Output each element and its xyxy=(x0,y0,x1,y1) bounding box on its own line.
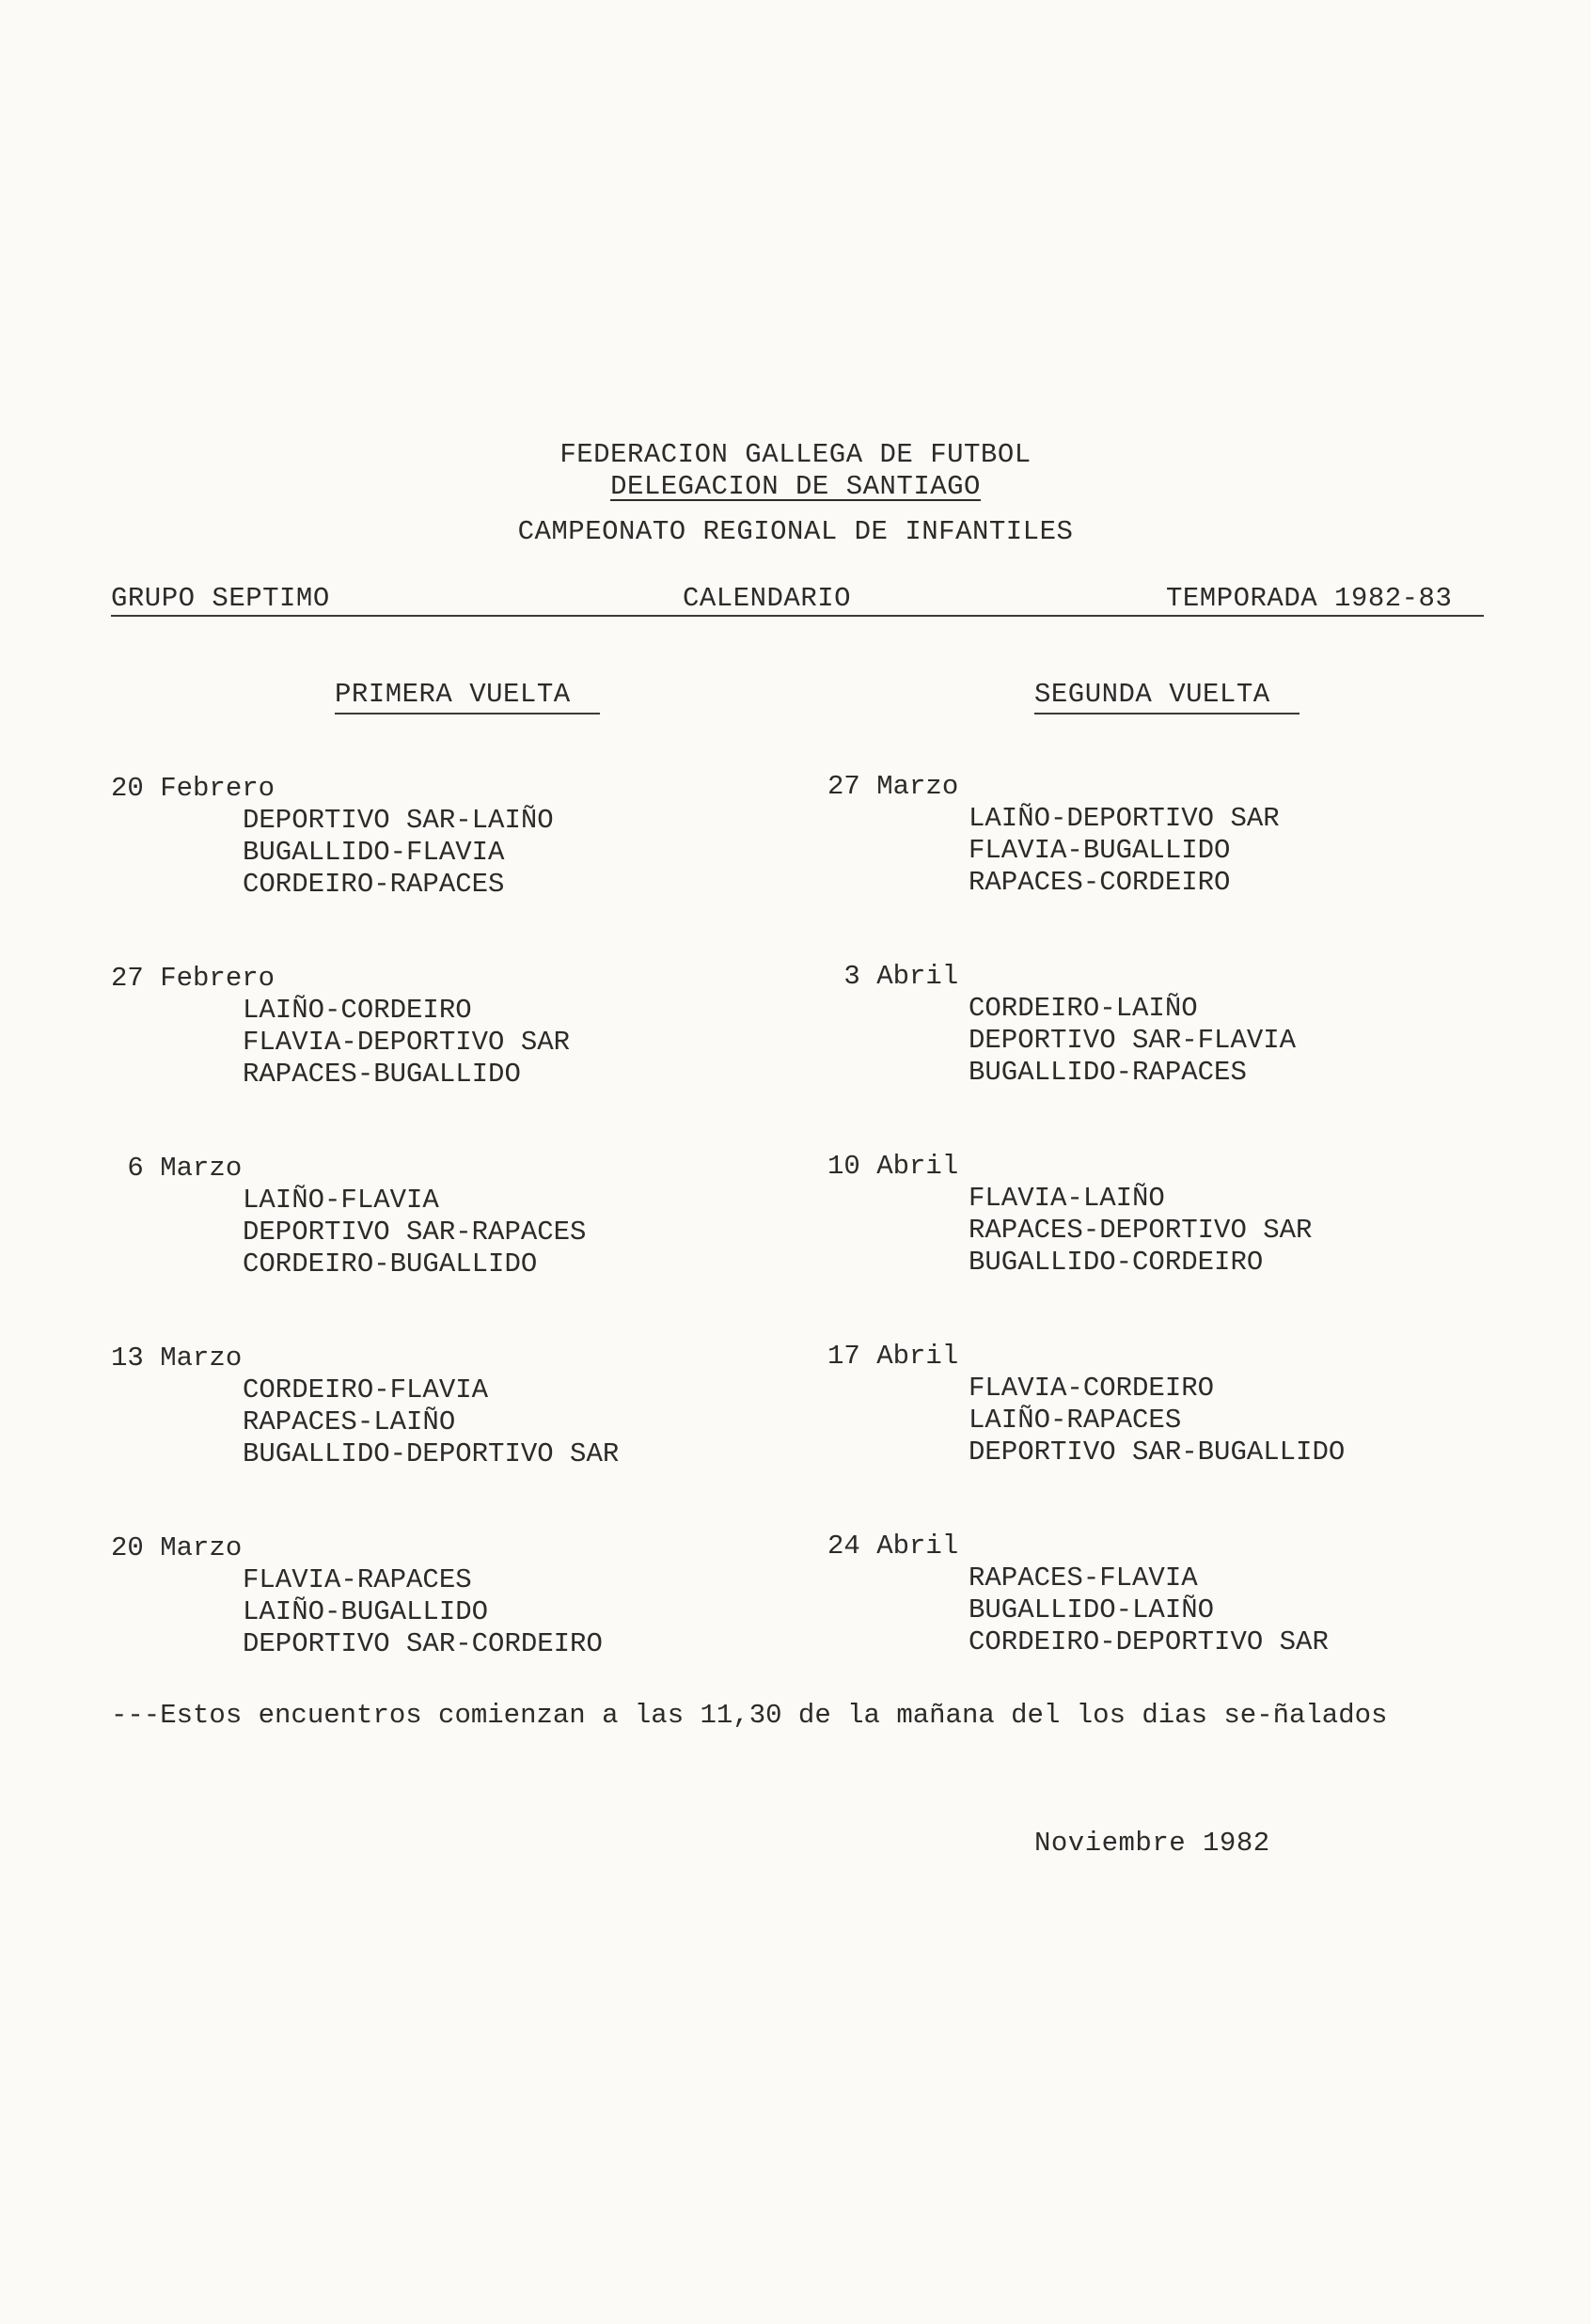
match-date: 13 Marzo xyxy=(111,1343,243,1374)
group-label: GRUPO SEPTIMO xyxy=(111,583,330,614)
second-round-block xyxy=(827,1531,1329,1658)
match: CORDEIRO-DEPORTIVO SAR xyxy=(969,1626,1329,1657)
first-round-underline xyxy=(335,713,600,714)
second-round-block xyxy=(827,1151,1312,1279)
match-date: 20 Marzo xyxy=(111,1532,243,1563)
match: RAPACES-CORDEIRO xyxy=(969,867,1231,898)
second-round-block xyxy=(827,961,1296,1089)
match: BUGALLIDO-CORDEIRO xyxy=(969,1247,1264,1278)
first-round-block xyxy=(111,1153,586,1280)
match-date: 10 Abril xyxy=(827,1151,959,1182)
match-date: 27 Febrero xyxy=(111,963,276,994)
match: FLAVIA-CORDEIRO xyxy=(969,1373,1215,1404)
schedule-note: ---Estos encuentros comienzan a las 11,30 de la mañana del los dias se-ñalados xyxy=(111,1700,1388,1731)
match: LAIÑO-RAPACES xyxy=(969,1405,1182,1436)
calendar-label: CALENDARIO xyxy=(683,583,852,614)
match: CORDEIRO-RAPACES xyxy=(243,869,505,900)
match: LAIÑO-BUGALLIDO xyxy=(243,1596,489,1627)
first-round-block xyxy=(111,963,570,1091)
match: DEPORTIVO SAR-RAPACES xyxy=(243,1217,587,1248)
second-round-heading: SEGUNDA VUELTA xyxy=(1034,679,1270,710)
second-round-underline xyxy=(1034,713,1300,714)
match: CORDEIRO-LAIÑO xyxy=(969,993,1198,1024)
match-date: 6 Marzo xyxy=(111,1153,243,1184)
match: BUGALLIDO-FLAVIA xyxy=(243,837,505,868)
match: RAPACES-BUGALLIDO xyxy=(243,1059,521,1090)
match-date: 20 Febrero xyxy=(111,773,276,804)
first-round-block xyxy=(111,773,554,901)
match: BUGALLIDO-LAIÑO xyxy=(969,1594,1215,1625)
match: LAIÑO-CORDEIRO xyxy=(243,995,472,1026)
championship-title: CAMPEONATO REGIONAL DE INFANTILES xyxy=(517,516,1074,547)
match: DEPORTIVO SAR-FLAVIA xyxy=(969,1025,1297,1056)
match: FLAVIA-BUGALLIDO xyxy=(969,835,1231,866)
header-rule xyxy=(111,615,1484,617)
first-round-block xyxy=(111,1343,619,1470)
signature-date: Noviembre 1982 xyxy=(1034,1828,1270,1859)
match: LAIÑO-DEPORTIVO SAR xyxy=(969,803,1280,834)
delegation-title: DELEGACION DE SANTIAGO xyxy=(610,471,981,502)
match: RAPACES-FLAVIA xyxy=(969,1562,1198,1594)
second-round-block xyxy=(827,771,1280,899)
match: RAPACES-DEPORTIVO SAR xyxy=(969,1215,1313,1246)
match: CORDEIRO-FLAVIA xyxy=(243,1374,489,1405)
match: BUGALLIDO-DEPORTIVO SAR xyxy=(243,1438,620,1469)
first-round-heading: PRIMERA VUELTA xyxy=(335,679,571,710)
match: DEPORTIVO SAR-CORDEIRO xyxy=(243,1628,603,1659)
season-label: TEMPORADA 1982-83 xyxy=(1166,583,1453,614)
match-date: 24 Abril xyxy=(827,1531,959,1562)
match: DEPORTIVO SAR-LAIÑO xyxy=(243,805,554,836)
match: FLAVIA-DEPORTIVO SAR xyxy=(243,1027,571,1058)
match: CORDEIRO-BUGALLIDO xyxy=(243,1248,538,1280)
match: DEPORTIVO SAR-BUGALLIDO xyxy=(969,1437,1346,1468)
match-date: 17 Abril xyxy=(827,1341,959,1372)
match: FLAVIA-RAPACES xyxy=(243,1564,472,1595)
federation-title: FEDERACION GALLEGA DE FUTBOL xyxy=(559,439,1032,470)
match: FLAVIA-LAIÑO xyxy=(969,1183,1165,1214)
match: RAPACES-LAIÑO xyxy=(243,1406,456,1437)
match: BUGALLIDO-RAPACES xyxy=(969,1057,1247,1088)
match-date: 3 Abril xyxy=(827,961,959,992)
first-round-block xyxy=(111,1532,603,1660)
second-round-block xyxy=(827,1341,1345,1468)
match: LAIÑO-FLAVIA xyxy=(243,1185,439,1216)
match-date: 27 Marzo xyxy=(827,771,959,802)
